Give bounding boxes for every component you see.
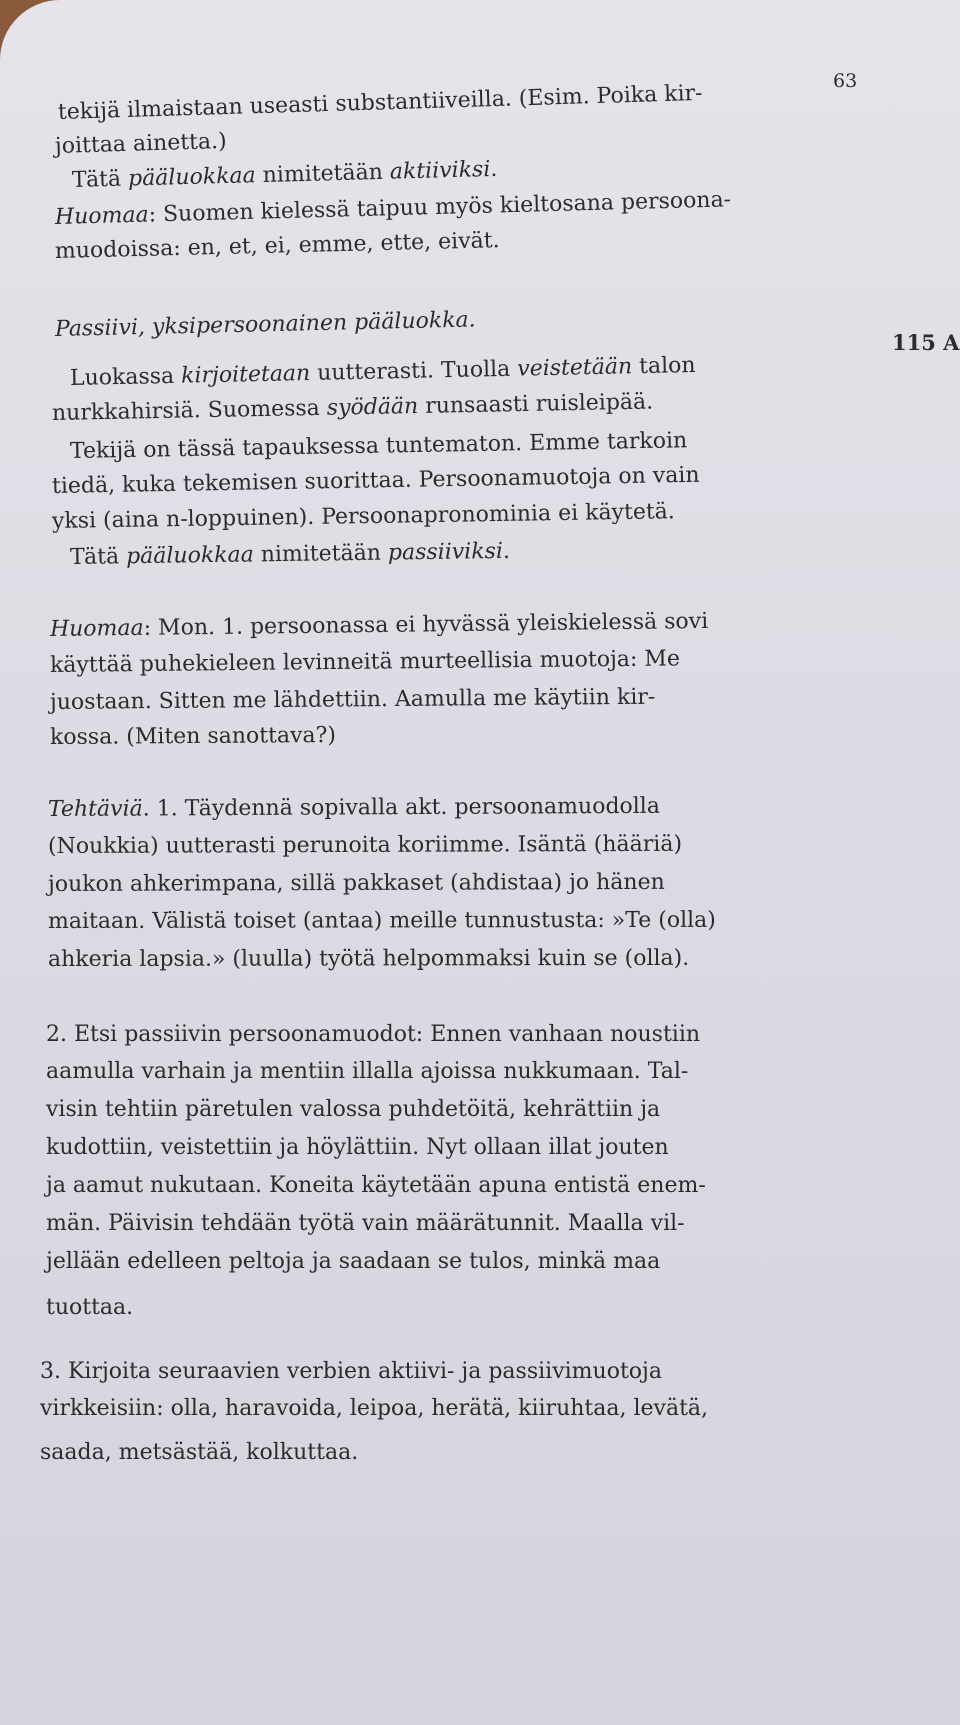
note-line-3: juostaan. Sitten me lähdettiin. Aamulla me käytiin kir- [49,684,656,715]
task1-line-3: joukon ahkerimpana, sillä pakkaset (ahdistaa) jo hänen [47,869,665,897]
task1-line-5: ahkeria lapsia.» (luulla) työtä helpommaksi kuin se (olla). [47,945,690,972]
task2-line-4: kudottiin, veistettiin ja höylättiin. Nyt ollaan illat jouten [46,1135,669,1160]
passive-line-5: yksi (aina n-loppuinen). Persoonapronominia ei käytetä. [51,499,676,534]
passive-line-1: Luokassa kirjoitetaan uutterasti. Tuolla veistetään talon [69,352,696,391]
passive-line-2: nurkkahirsiä. Suomessa syödään runsaasti ruisleipää. [51,389,654,426]
note-line-2: käyttää puhekieleen levinneitä murteellisia muotoja: Me [49,646,681,678]
intro-line-3: Tätä pääluokkaa nimitetään aktiiviksi. [71,156,498,193]
passive-heading: Passiivi, yksipersoonainen pääluokka. [54,307,476,342]
passive-line-6: Tätä pääluokkaa nimitetään passiiviksi. [69,538,511,570]
passive-line-3: Tekijä on tässä tapauksessa tuntematon. Emme tarkoin [69,428,688,464]
task3-line-1: 3. Kirjoita seuraavien verbien aktiivi- ja passiivimuotoja [40,1359,662,1384]
intro-line-1: tekijä ilmaistaan useasti substantiiveilla. (Esim. Poika kir- [57,80,703,125]
intro-line-4: Huomaa: Suomen kielessä taipuu myös kieltosana persoona- [54,187,732,230]
task1-line-4: maitaan. Välistä toiset (antaa) meille tunnustusta: »Te (olla) [47,907,716,934]
task2-line-5: ja aamut nukutaan. Koneita käytetään apuna entistä enem- [46,1173,706,1198]
note-line-1: Huomaa: Mon. 1. persoonassa ei hyvässä yleiskielessä sovi [49,608,709,642]
task1-line-1: Tehtäviä. 1. Täydennä sopivalla akt. persoonamuodolla [47,793,661,822]
task2-line-2: aamulla varhain ja mentiin illalla ajoissa nukkumaan. Tal- [46,1059,689,1084]
note-line-4: kossa. (Miten sanottava?) [49,723,337,750]
task3-line-2: virkkeisiin: olla, haravoida, leipoa, herätä, kiiruhtaa, levätä, [40,1396,709,1421]
task3-line-3: saada, metsästää, kolkuttaa. [40,1440,359,1465]
task2-line-8: tuottaa. [46,1295,134,1320]
task1-line-2: (Noukkia) uutterasti perunoita koriimme. Isäntä (hääriä) [47,831,683,859]
task2-line-3: visin tehtiin päretulen valossa puhdetöitä, kehrättiin ja [46,1097,661,1122]
intro-line-5: muodoissa: en, et, ei, emme, ette, eivät. [54,228,500,264]
page-number: 63 [833,70,858,92]
task2-line-7: jellään edelleen peltoja ja saadaan se tulos, minkä maa [46,1249,661,1274]
side-mark: 115 A [892,330,960,355]
passive-line-4: tiedä, kuka tekemisen suorittaa. Persoonamuotoja on vain [51,462,700,499]
intro-line-2: joittaa ainetta.) [54,128,228,159]
task2-line-1: 2. Etsi passiivin persoonamuodot: Ennen vanhaan noustiin [46,1022,701,1047]
task2-line-6: män. Päivisin tehdään työtä vain määrätunnit. Maalla vil- [46,1211,685,1236]
